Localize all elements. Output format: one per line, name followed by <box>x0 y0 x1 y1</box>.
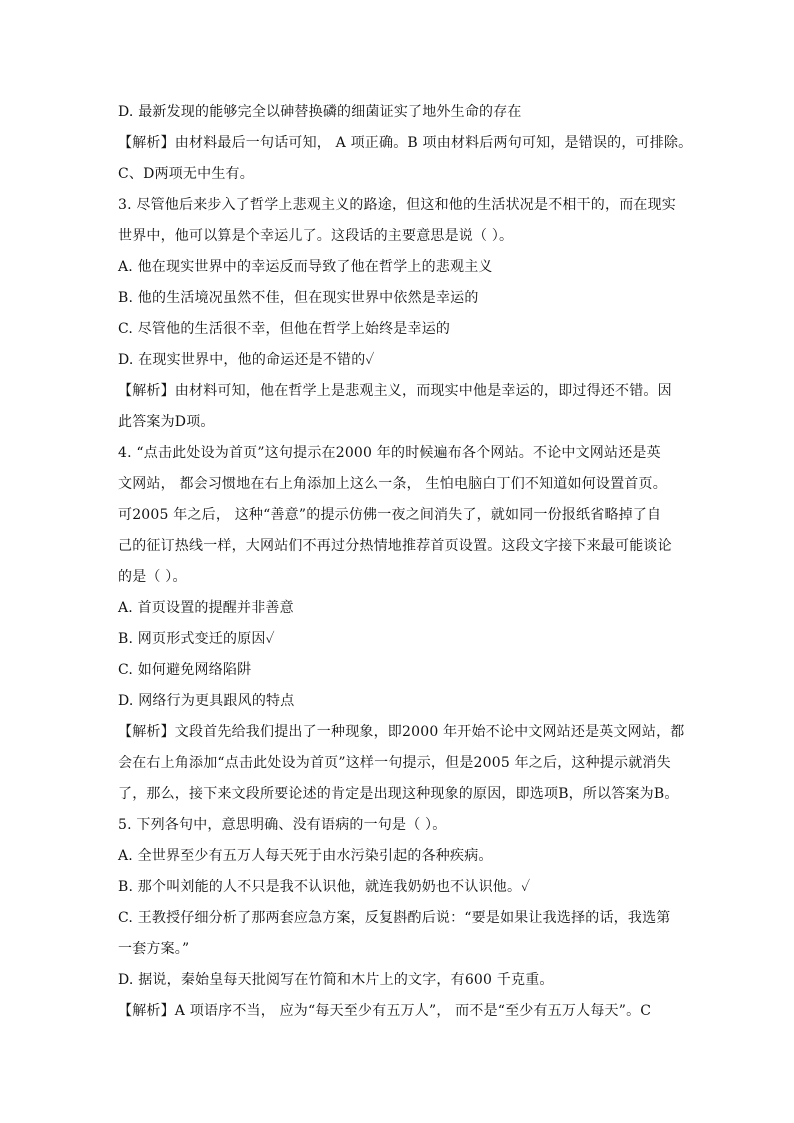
analysis-q2-line1: 【解析】由材料最后一句话可知， A 项正确。B 项由材料后两句可知，是错误的，可排除。 <box>118 135 693 151</box>
option-c-q3: C. 尽管他的生活很不幸，但他在哲学上始终是幸运的 <box>118 321 451 337</box>
option-a-q3: A. 他在现实世界中的幸运反而导致了他在哲学上的悲观主义 <box>118 259 493 275</box>
question-4-line5: 的是（ ）。 <box>118 569 187 585</box>
question-4-line4: 己的征订热线一样，大网站们不再过分热情地推荐首页设置。这段文字接下来最可能谈论 <box>118 538 672 554</box>
option-b-q5: B. 那个叫刘能的人不只是我不认识他，就连我奶奶也不认识他。✓ <box>118 879 531 895</box>
analysis-q4-line1: 【解析】文段首先给我们提出了一种现象，即2000 年开始不论中文网站还是英文网站，都 <box>118 724 685 740</box>
option-c-q4: C. 如何避免网络陷阱 <box>118 662 252 678</box>
option-c-q5-line1: C. 王教授仔细分析了那两套应急方案，反复斟酌后说：“要是如果让我选择的话，我选第 <box>118 910 671 926</box>
question-4-line1: 4. “点击此处设为首页”这句提示在2000 年的时候遍布各个网站。不论中文网站还是英 <box>118 445 661 461</box>
option-a-q4: A. 首页设置的提醒并非善意 <box>118 600 294 616</box>
analysis-q4-line3: 了，那么，接下来文段所要论述的肯定是出现这种现象的原因，即选项B，所以答案为B。 <box>118 786 679 802</box>
question-5-line1: 5. 下列各句中，意思明确、没有语病的一句是（ ）。 <box>118 817 447 833</box>
option-d-q4: D. 网络行为更具跟风的特点 <box>118 693 295 709</box>
analysis-q4-line2: 会在右上角添加“点击此处设为首页”这样一句提示，但是2005 年之后，这种提示就消失 <box>118 755 671 771</box>
question-3-line2: 世界中，他可以算是个幸运儿了。这段话的主要意思是说（ ）。 <box>118 228 514 244</box>
question-3-line1: 3. 尽管他后来步入了哲学上悲观主义的路途，但这和他的生活状况是不相干的，而在现实 <box>118 197 677 213</box>
analysis-q3-line2: 此答案为D项。 <box>118 414 215 430</box>
option-d-q3: D. 在现实世界中，他的命运还是不错的✓ <box>118 352 375 368</box>
option-d-q2: D. 最新发现的能够完全以砷替换磷的细菌证实了地外生命的存在 <box>118 104 522 120</box>
option-b-q3: B. 他的生活境况虽然不佳，但在现实世界中依然是幸运的 <box>118 290 479 306</box>
analysis-q2-line2: C、D两项无中生有。 <box>118 166 254 182</box>
question-4-line3: 可2005 年之后， 这种“善意”的提示仿佛一夜之间消失了，就如同一份报纸省略掉了自 <box>118 507 662 523</box>
analysis-q5-line1: 【解析】A 项语序不当， 应为“每天至少有五万人”， 而不是“至少有五万人每天”。C <box>118 1003 652 1019</box>
option-d-q5: D. 据说，秦始皇每天批阅写在竹简和木片上的文字，有600 千克重。 <box>118 972 554 988</box>
analysis-q3-line1: 【解析】由材料可知，他在哲学上是悲观主义，而现实中他是幸运的，即过得还不错。因 <box>118 383 672 399</box>
option-a-q5: A. 全世界至少有五万人每天死于由水污染引起的各种疾病。 <box>118 848 493 864</box>
option-b-q4: B. 网页形式变迁的原因✓ <box>118 631 275 647</box>
option-c-q5-line2: 一套方案。” <box>118 941 190 957</box>
question-4-line2: 文网站， 都会习惯地在右上角添加上这么一条， 生怕电脑白丁们不知道如何设置首页。 <box>118 476 667 492</box>
